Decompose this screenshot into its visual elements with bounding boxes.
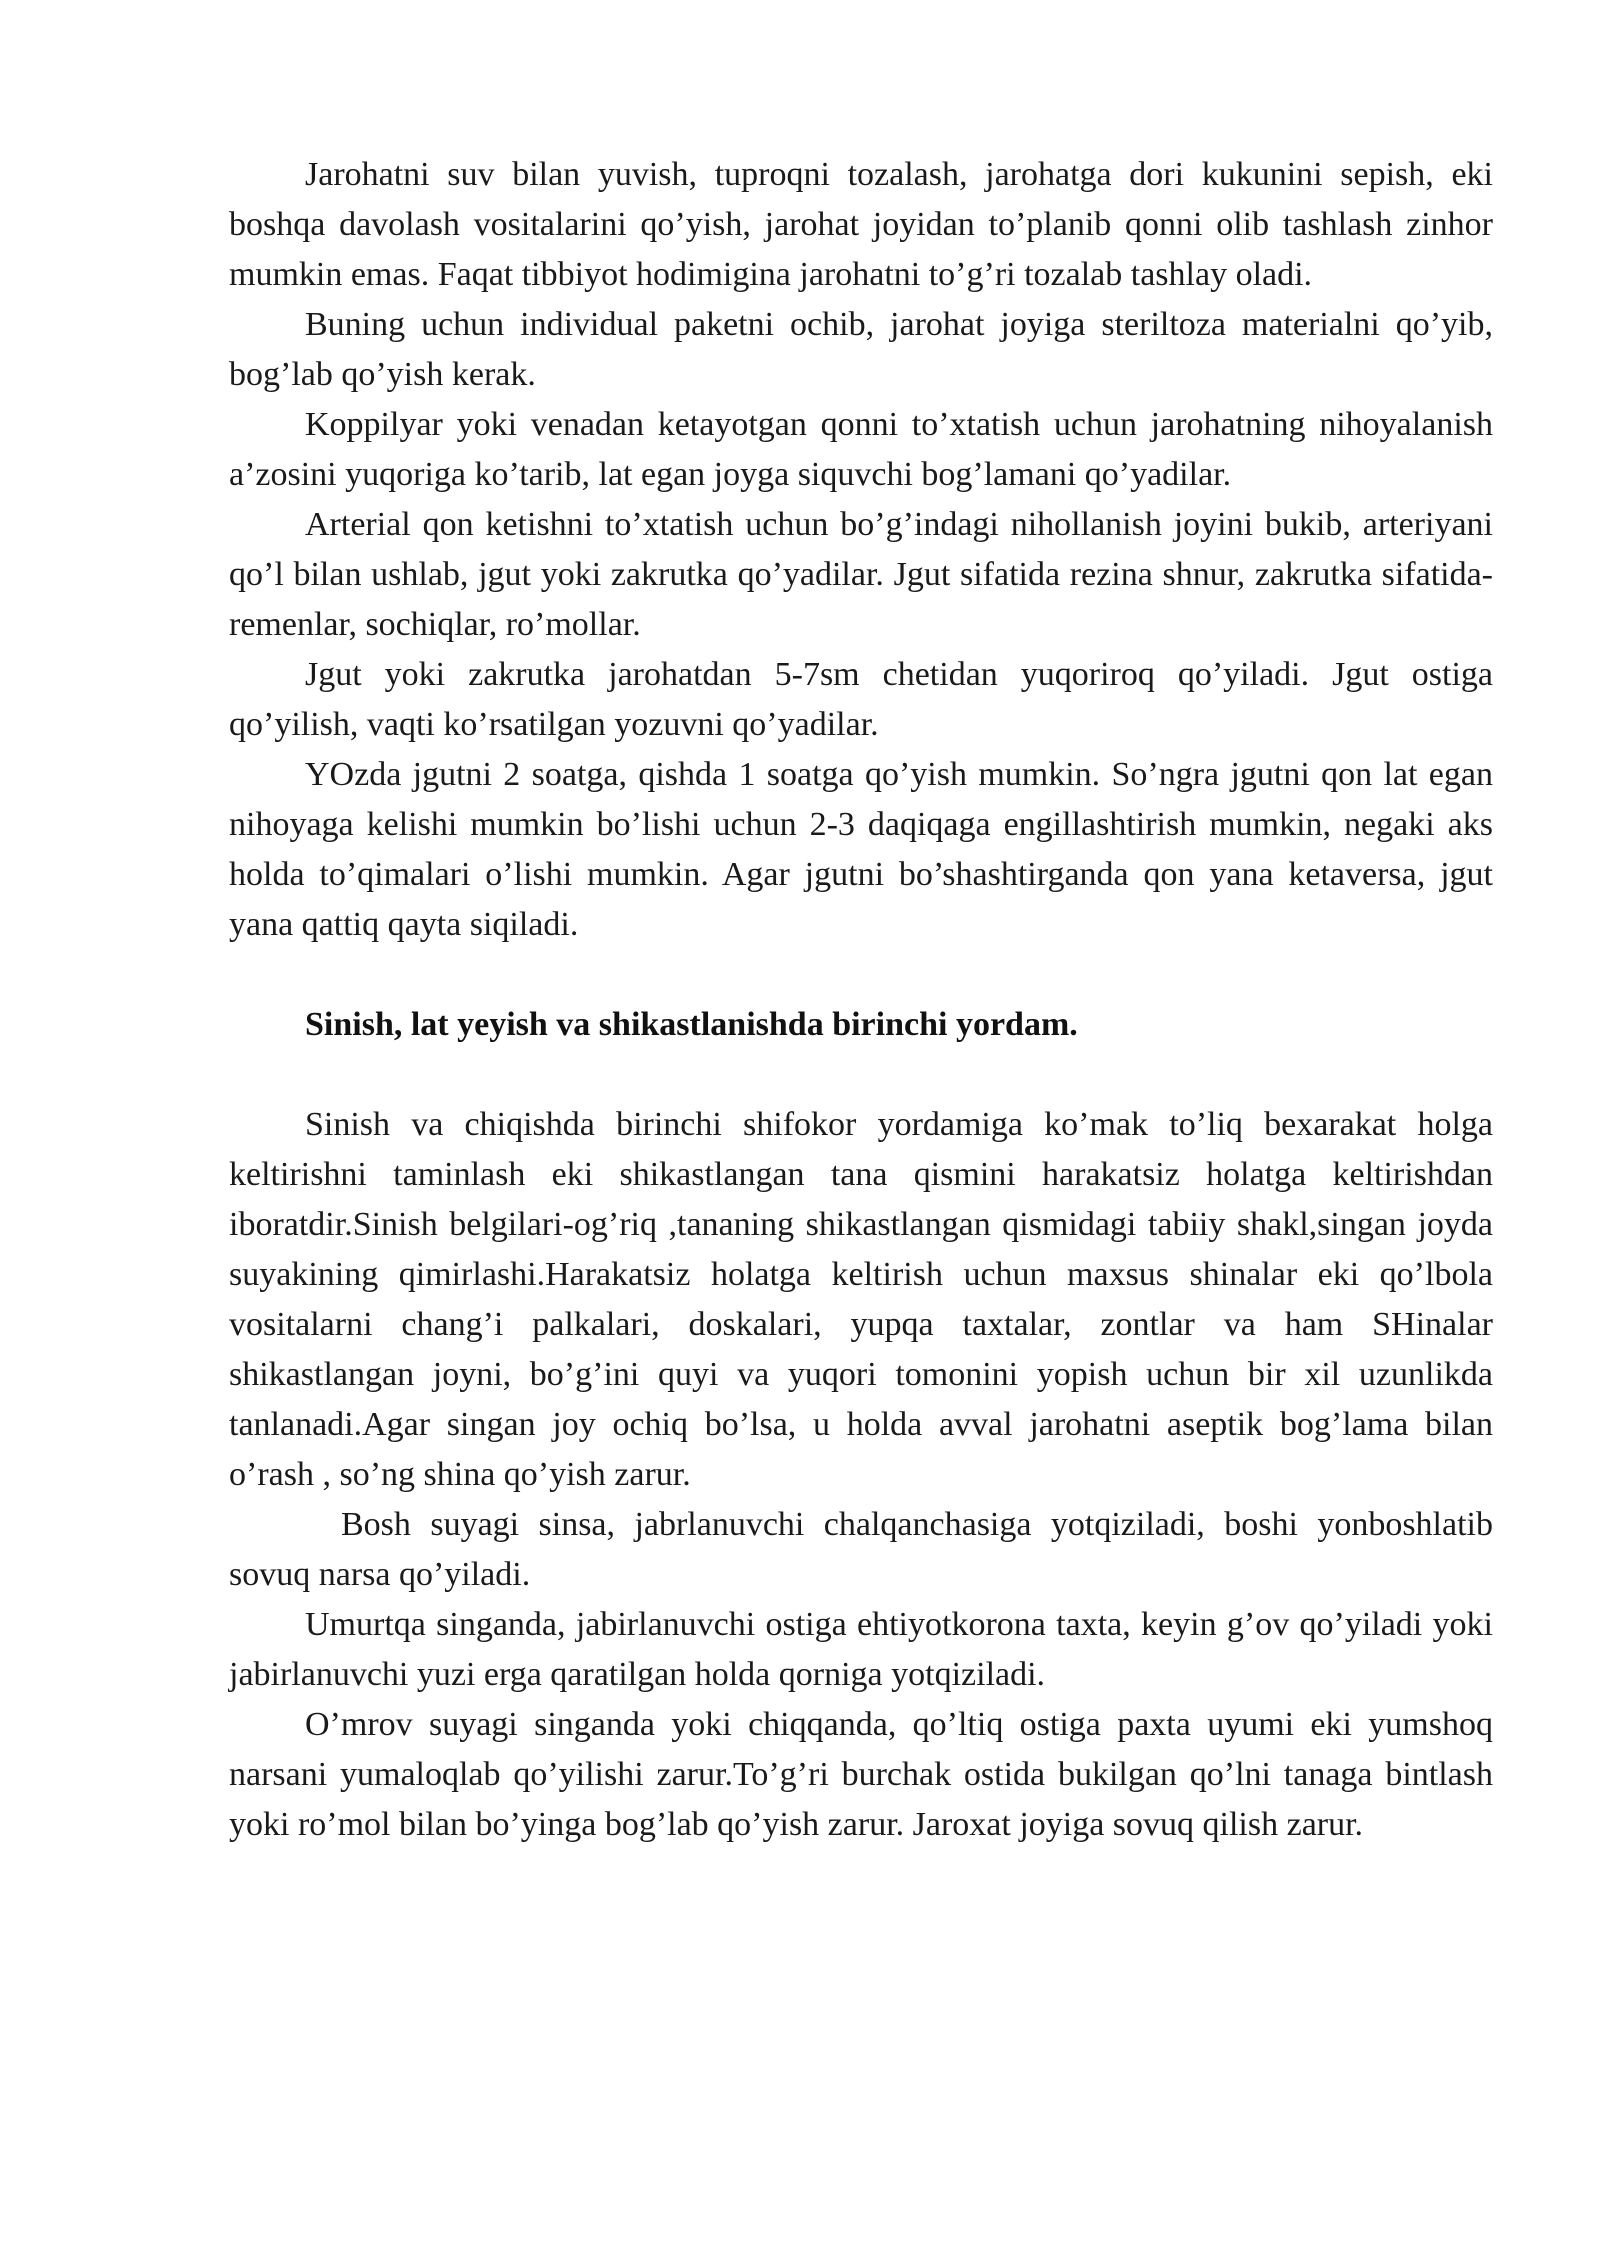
- paragraph-fractures: Sinish va chiqishda birinchi shifokor yordamiga ko’mak to’liq bexarakat holga keltirishni taminlash eki shikastlangan tana qismini harakatsiz holatga keltirishdan iboratdir.Sinish belgilari-og’riq ,tananing shikastlangan qismidagi tabiiy shakl,singan joyda suyakining qimirlashi.Harakatsiz holatga keltirish uchun maxsus shinalar eki qo’lbola vositalarni chang’i palkalari, doskalari, yupqa taxtalar, zontlar va ham SHinalar shikastlangan joyni, bo’g’ini quyi va yuqori tomonini yopish uchun bir xil uzunlikda tanlanadi.Agar singan joy ochiq bo’lsa, u holda avval jarohatni aseptik bog’lama bilan o’rash , so’ng shina qo’yish zarur.: [229, 1106, 1493, 1493]
- paragraph-wound-cleaning: Jarohatni suv bilan yuvish, tuproqni tozalash, jarohatga dori kukunini sepish, eki boshqa davolash vositalarini qo’yish, jarohat joyidan to’planib qonni olib tashlash zinhor mumkin emas. Faqat tibbiyot hodimigina jarohatni to’g’ri tozalab tashlay oladi.: [229, 156, 1493, 293]
- paragraph-arterial-bleeding: Arterial qon ketishni to’xtatish uchun bo’g’indagi nihollanish joyini bukib, arteriyani qo’l bilan ushlab, jgut yoki zakrutka qo’yadilar. Jgut sifatida rezina shnur, zakrutka sifatida-remenlar, sochiqlar, ro’mollar.: [229, 506, 1493, 643]
- paragraph-tourniquet-placement: Jgut yoki zakrutka jarohatdan 5-7sm chetidan yuqoriroq qo’yiladi. Jgut ostiga qo’yilish, vaqti ko’rsatilgan yozuvni qo’yadilar.: [229, 656, 1493, 743]
- spacer: [229, 950, 1493, 1000]
- paragraph-spine-fracture: Umurtqa singanda, jabirlanuvchi ostiga ehtiyotkorona taxta, keyin g’ov qo’yiladi yoki jabirlanuvchi yuzi erga qaratilgan holda qorniga yotqiziladi.: [229, 1606, 1493, 1693]
- document-page: [229, 150, 1493, 1850]
- paragraph-individual-packet: Buning uchun individual paketni ochib, jarohat joyiga steriltoza materialni qo’yib, bog’lab qo’yish kerak.: [229, 306, 1493, 393]
- paragraph-tourniquet-duration: YOzda jgutni 2 soatga, qishda 1 soatga qo’yish mumkin. So’ngra jgutni qon lat egan nihoyaga kelishi mumkin bo’lishi uchun 2-3 daqiqaga engillashtirish mumkin, negaki aks holda to’qimalari o’lishi mumkin. Agar jgutni bo’shashtirganda qon yana ketaversa, jgut yana qattiq qayta siqiladi.: [229, 756, 1493, 943]
- paragraph-capillary-bleeding: Koppilyar yoki venadan ketayotgan qonni to’xtatish uchun jarohatning nihoyalanish a’zosini yuqoriga ko’tarib, lat egan joyga siquvchi bog’lamani qo’yadilar.: [229, 406, 1493, 493]
- paragraph-collarbone-fracture: O’mrov suyagi singanda yoki chiqqanda, qo’ltiq ostiga paxta uyumi eki yumshoq narsani yumaloqlab qo’yilishi zarur.To’g’ri burchak ostida bukilgan qo’lni tanaga bintlash yoki ro’mol bilan bo’yinga bog’lab qo’yish zarur. Jaroxat joyiga sovuq qilish zarur.: [229, 1706, 1493, 1843]
- paragraph-skull-fracture: Bosh suyagi sinsa, jabrlanuvchi chalqanchasiga yotqiziladi, boshi yonboshlatib sovuq narsa qo’yiladi.: [229, 1506, 1493, 1593]
- section-heading: Sinish, lat yeyish va shikastlanishda birinchi yordam.: [305, 1006, 1078, 1043]
- spacer: [229, 1050, 1493, 1100]
